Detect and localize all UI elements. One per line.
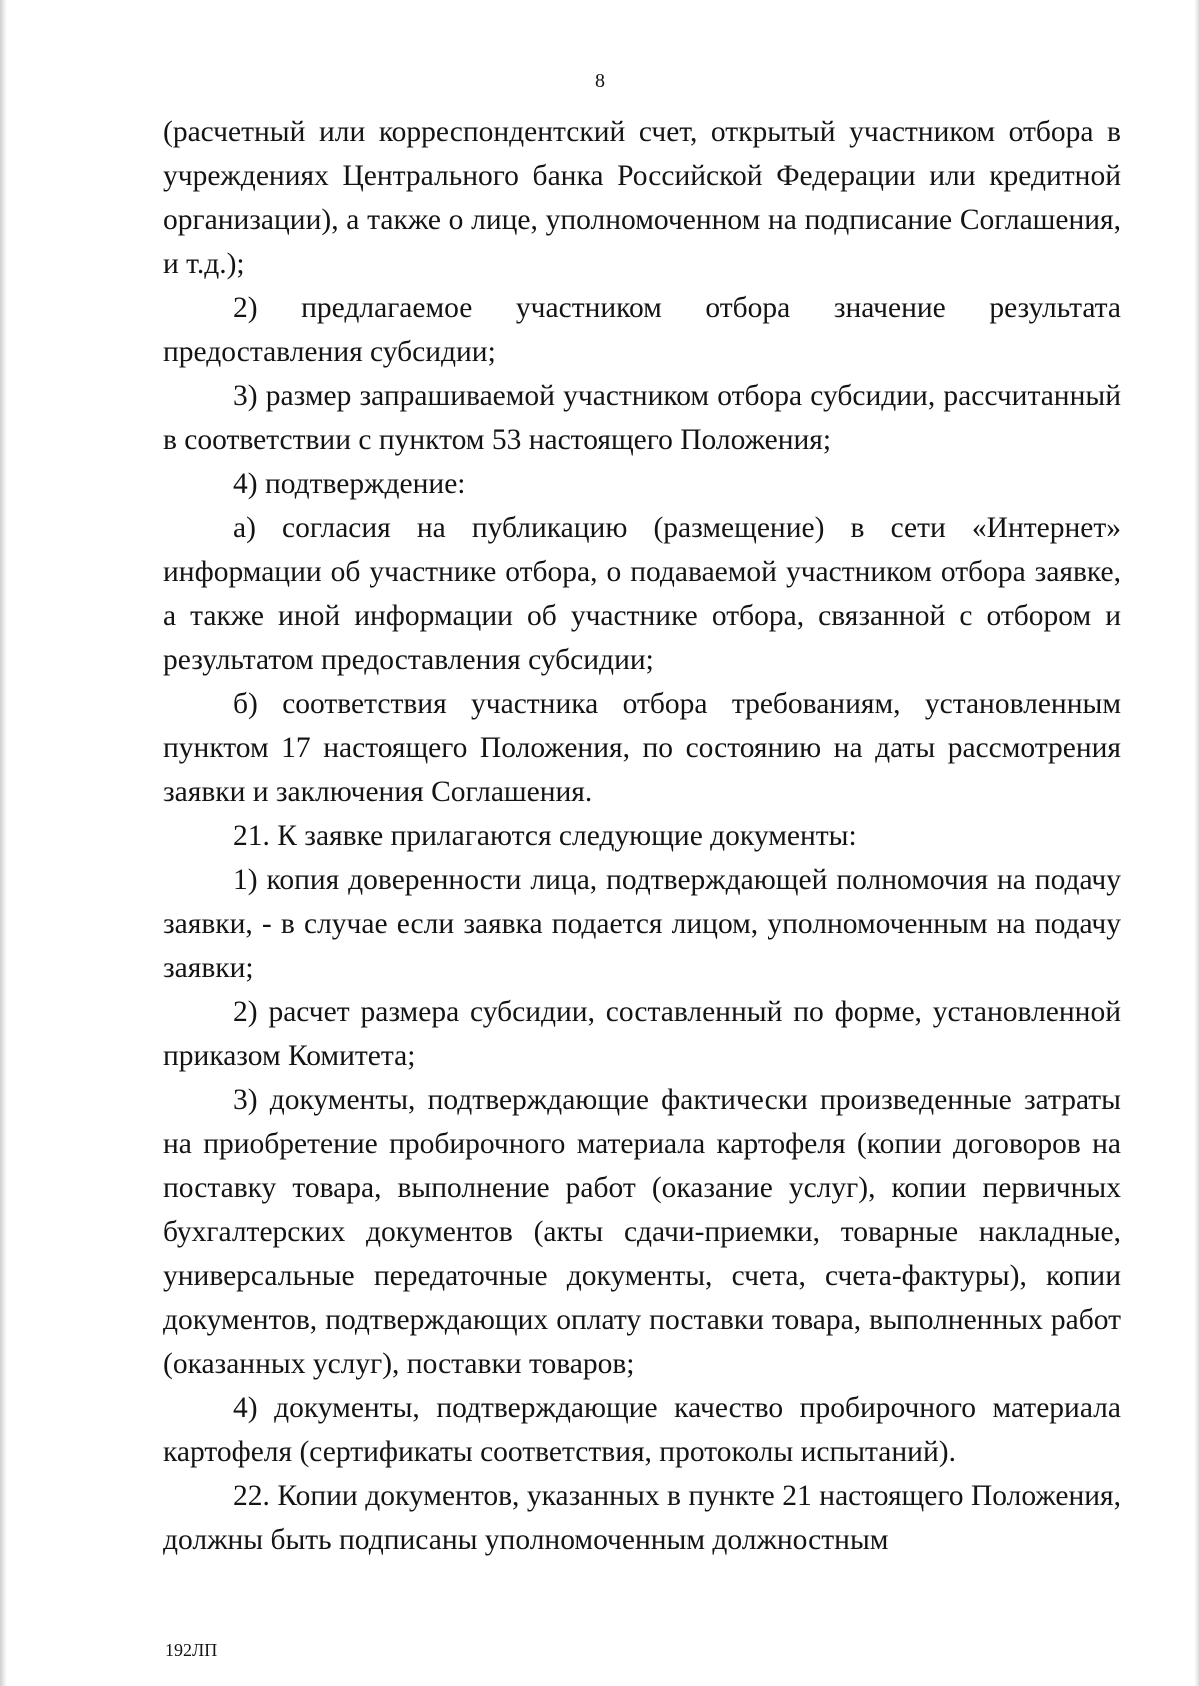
list-item-4: 4) подтверждение: [233, 468, 466, 500]
list-item-3: 3) размер запрашиваемой участником отбора субсидии, рассчитанный в соответствии с пунктом 53 настоящего Положения; [163, 380, 1121, 456]
paragraph-continuation: (расчетный или корреспондентский счет, открытый участником отбора в учреждениях Центрального банка Российской Федерации или кредитной организации), а также о лице, уполномоченном на подписание Соглашения, и т.д.); [163, 116, 1121, 280]
clause-21: 21. К заявке прилагаются следующие документы: [233, 820, 857, 852]
scan-edge-left [0, 0, 7, 1686]
clause-22: 22. Копии документов, указанных в пункте 21 настоящего Положения, должны быть подписаны уполномоченным должностным [163, 1480, 1121, 1556]
document-body [163, 110, 1121, 1562]
clause-21-item-1: 1) копия доверенности лица, подтверждающей полномочия на подачу заявки, - в случае если заявка подается лицом, уполномоченным на подачу заявки; [163, 864, 1121, 984]
clause-21-item-3: 3) документы, подтверждающие фактически произведенные затраты на приобретение пробирочного материала картофеля (копии договоров на поставку товара, выполнение работ (оказание услуг), копии первичных бухгалтерских документов (акты сдачи-приемки, товарные накладные, универсальные передаточные документы, счета, счета-фактуры), копии документов, подтверждающих оплату поставки товара, выполненных работ (оказанных услуг), поставки товаров; [163, 1084, 1121, 1380]
subitem-a: а) согласия на публикацию (размещение) в сети «Интернет» информации об участнике отбора, о подаваемой участником отбора заявке, а также иной информации об участнике отбора, связанной с отбором и результатом предоставления субсидии; [163, 512, 1121, 676]
clause-21-item-2: 2) расчет размера субсидии, составленный по форме, установленной приказом Комитета; [163, 996, 1121, 1072]
list-item-2: 2) предлагаемое участником отбора значение результата предоставления субсидии; [163, 292, 1121, 368]
page-number: 8 [595, 70, 605, 92]
scan-edge-right [1194, 0, 1200, 1686]
clause-21-item-4: 4) документы, подтверждающие качество пробирочного материала картофеля (сертификаты соответствия, протоколы испытаний). [163, 1392, 1121, 1468]
document-code: 192ЛП [165, 1640, 218, 1660]
subitem-b: б) соответствия участника отбора требованиям, установленным пунктом 17 настоящего Положения, по состоянию на даты рассмотрения заявки и заключения Соглашения. [163, 688, 1121, 808]
